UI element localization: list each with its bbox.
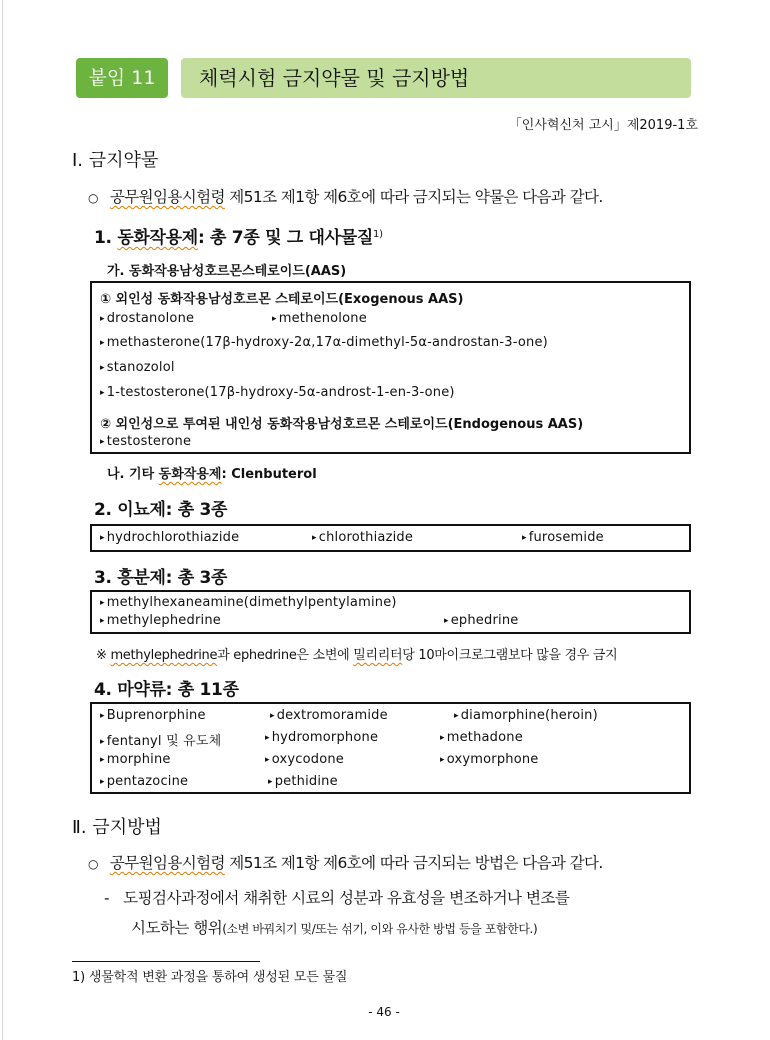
sub-b-term: 동화작용제	[158, 467, 222, 482]
bullet-icon: ▸	[522, 533, 527, 543]
bullet-icon: ▸	[265, 755, 270, 765]
anabolic-heading	[94, 223, 383, 248]
item-text: morphine	[106, 752, 171, 767]
bullet-icon: ▸	[100, 437, 105, 447]
item-text: methenolone	[278, 311, 367, 326]
bullet-icon: ▸	[265, 733, 270, 743]
bullet-icon: ▸	[100, 616, 105, 626]
item-text: 1-testosterone(17β-hydroxy-5α-androst-1-en-3-one)	[106, 385, 455, 400]
bullet-icon: ▸	[100, 363, 105, 373]
bullet-icon: ▸	[100, 598, 105, 608]
heading-rest: : 총 7종 및 그 대사물질	[197, 228, 374, 248]
stimulants-note	[96, 644, 617, 663]
dash-marker: -	[104, 889, 110, 907]
item-text: pethidine	[274, 774, 338, 789]
list-item	[268, 774, 338, 789]
list-item	[454, 708, 598, 723]
page-number: - 46 -	[368, 1005, 400, 1019]
note-marker: ※	[96, 648, 111, 663]
diuretics-heading: 2. 이뇨제: 총 3종	[94, 500, 228, 520]
bullet-icon: ▸	[440, 733, 445, 743]
item-text: Buprenorphine	[106, 708, 206, 723]
item-text: hydromorphone	[271, 730, 379, 745]
list-item	[100, 752, 171, 767]
item-text: dextromoramide	[276, 708, 388, 723]
method-line-1	[104, 886, 569, 908]
list-item	[265, 752, 344, 767]
decree-reference: 공무원임용시험령	[109, 188, 225, 206]
item-text: methadone	[446, 730, 523, 745]
bullet-icon: ▸	[440, 755, 445, 765]
group2-title: ② 외인성으로 투여된 내인성 동화작용남성호르몬 스테로이드(Endogenous AAS)	[100, 417, 584, 432]
aas-box	[90, 281, 691, 454]
method-text-2: 시도하는 행위	[131, 919, 223, 937]
list-item	[100, 360, 175, 375]
item-text: oxymorphone	[446, 752, 539, 767]
bullet-icon: ▸	[100, 533, 105, 543]
bullet-icon: ▸	[100, 711, 105, 721]
item-text: stanozolol	[106, 360, 175, 375]
heading-term: 동화작용제	[117, 228, 198, 248]
list-item	[100, 335, 548, 350]
section-1-intro	[88, 185, 603, 207]
item-text: chlorothiazide	[318, 530, 414, 545]
bullet-icon: ▸	[100, 737, 105, 747]
item-text: testosterone	[106, 434, 192, 449]
heading-number: 1.	[94, 228, 118, 248]
method-text-1: 도핑검사과정에서 채취한 시료의 성분과 유효성을 변조하거나 변조를	[123, 889, 570, 907]
bullet-icon: ▸	[444, 616, 449, 626]
note-term-2: 밀리리터	[353, 648, 403, 663]
stimulants-box	[90, 590, 691, 634]
footnote-ref: 1)	[373, 229, 383, 240]
list-item	[440, 752, 539, 767]
list-item	[100, 708, 206, 723]
page-edge-line	[2, 0, 3, 1040]
bullet-icon: ▸	[268, 777, 273, 787]
item-text: diamorphine(heroin)	[460, 708, 598, 723]
item-text: drostanolone	[106, 311, 195, 326]
item-text: methylephedrine	[106, 613, 221, 628]
list-item	[100, 311, 194, 326]
page-title: 체력시험 금지약물 및 금지방법	[199, 66, 470, 90]
section-1-title: Ⅰ. 금지약물	[72, 150, 159, 171]
bullet-icon: ▸	[272, 314, 277, 324]
appendix-badge: 붙임 11	[76, 58, 168, 98]
bullet-icon: ▸	[100, 338, 105, 348]
item-text: methylhexaneamine(dimethylpentylamine)	[106, 595, 397, 610]
intro-text: 제51조 제1항 제6호에 따라 금지되는 약물은 다음과 같다.	[224, 188, 603, 206]
list-item	[100, 774, 188, 789]
note-rest: 당 10마이크로그램보다 많을 경우 금지	[402, 648, 618, 663]
list-item	[522, 530, 604, 545]
method-detail: (소변 바꿔치기 및/또는 섞기, 이와 유사한 방법 등을 포함한다.)	[222, 922, 538, 936]
anabolic-sub-a: 가. 동화작용남성호르몬스테로이드(AAS)	[107, 264, 347, 279]
circle-marker: ○	[88, 857, 98, 871]
bullet-icon: ▸	[100, 388, 105, 398]
list-item	[272, 311, 367, 326]
list-item	[444, 613, 518, 628]
section-2-title: Ⅱ. 금지방법	[72, 817, 162, 838]
item-text: methasterone(17β-hydroxy-2α,17α-dimethyl-5α-androstan-3-one)	[106, 335, 548, 350]
note-mid: 과 ephedrine은 소변에	[217, 648, 354, 663]
bullet-icon: ▸	[312, 533, 317, 543]
intro-text: 제51조 제1항 제6호에 따라 금지되는 방법은 다음과 같다.	[224, 854, 603, 872]
bullet-icon: ▸	[100, 777, 105, 787]
narcotics-box	[90, 702, 691, 794]
list-item	[100, 730, 221, 749]
list-item	[312, 530, 413, 545]
list-item	[270, 708, 388, 723]
list-item	[100, 530, 239, 545]
footnote: 1) 생물학적 변환 과정을 통하여 생성된 모든 물질	[72, 970, 348, 985]
item-text: oxycodone	[271, 752, 345, 767]
list-item	[100, 434, 191, 449]
item-text: ephedrine	[450, 613, 519, 628]
section-2-intro	[88, 851, 603, 873]
stimulants-heading: 3. 흥분제: 총 3종	[94, 568, 228, 588]
diuretics-box	[90, 524, 691, 552]
list-item	[440, 730, 523, 745]
list-item	[265, 730, 378, 745]
group1-title: ① 외인성 동화작용남성호르몬 스테로이드(Exogenous AAS)	[100, 292, 464, 307]
circle-marker: ○	[88, 191, 98, 205]
sub-b-rest: : Clenbuterol	[221, 467, 317, 482]
narcotics-heading: 4. 마약류: 총 11종	[94, 680, 239, 700]
footnote-divider	[72, 961, 260, 962]
sub-b-prefix: 나. 기타	[107, 467, 159, 482]
bullet-icon: ▸	[100, 314, 105, 324]
anabolic-sub-b	[107, 463, 317, 482]
bullet-icon: ▸	[454, 711, 459, 721]
item-text: pentazocine	[106, 774, 189, 789]
decree-reference: 공무원임용시험령	[109, 854, 225, 872]
item-text: furosemide	[528, 530, 604, 545]
note-term-1: methylephedrine	[110, 648, 218, 663]
source-reference: 「인사혁신처 고시」제2019-1호	[508, 118, 698, 133]
list-item	[100, 385, 455, 400]
bullet-icon: ▸	[100, 755, 105, 765]
bullet-icon: ▸	[270, 711, 275, 721]
item-text: hydrochlorothiazide	[106, 530, 240, 545]
item-text: fentanyl 및 유도체	[106, 734, 222, 749]
list-item	[100, 613, 221, 628]
method-line-2	[131, 916, 537, 938]
title-bar	[181, 58, 691, 98]
list-item	[100, 595, 397, 610]
